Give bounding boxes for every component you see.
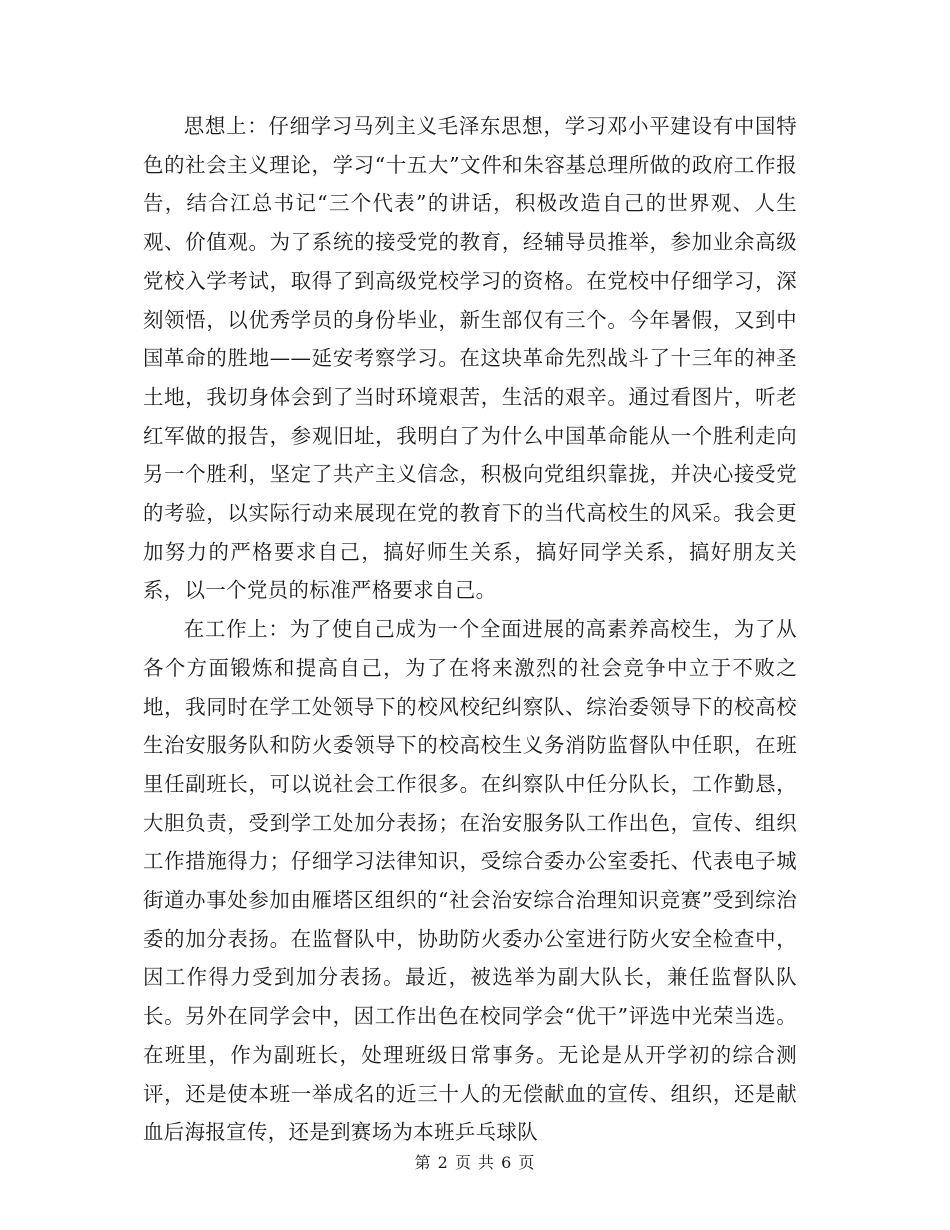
paragraph-ideology: 思想上：仔细学习马列主义毛泽东思想，学习邓小平建设有中国特色的社会主义理论，学习“十五大”文件和朱容基总理所做的政府工作报告，结合江总书记“三个代表”的讲话，积极改造自己的世界观、人生观、价值观。为了系统的接受党的教育，经辅导员推举，参加业余高级党校入学考试，取得了到高级党校学习的资格。在党校中仔细学习，深刻领悟，以优秀学员的身份毕业，新生部仅有三个。今年暑假，又到中国革命的胜地——延安考察学习。在这块革命先烈战斗了十三年的神圣土地，我切身体会到了当时环境艰苦，生活的艰辛。通过看图片，听老红军做的报告，参观旧址，我明白了为什么中国革命能从一个胜利走向另一个胜利，坚定了共产主义信念，积极向党组织靠拢，并决心接受党的考验，以实际行动来展现在党的教育下的当代高校生的风采。我会更加努力的严格要求自己，搞好师生关系，搞好同学关系，搞好朋友关系，以一个党员的标准严格要求自己。 [143, 114, 797, 603]
paragraph-work: 在工作上：为了使自己成为一个全面进展的高素养高校生，为了从各个方面锻炼和提高自己，为了在将来激烈的社会竞争中立于不败之地，我同时在学工处领导下的校风校纪纠察队、综治委领导下的校高校生治安服务队和防火委领导下的校高校生义务消防监督队中任职，在班里任副班长，可以说社会工作很多。在纠察队中任分队长，工作勤恳，大胆负责，受到学工处加分表扬；在治安服务队工作出色，宣传、组织工作措施得力；仔细学习法律知识，受综合委办公室委托、代表电子城街道办事处参加由雁塔区组织的“社会治安综合治理知识竞赛”受到综治委的加分表扬。在监督队中，协助防火委办公室进行防火安全检查中，因工作得力受到加分表扬。最近，被选举为副大队长，兼任监督队队长。另外在同学会中，因工作出色在校同学会“优干”评选中光荣当选。在班里，作为副班长，处理班级日常事务。无论是从开学初的综合测评，还是使本班一举成名的近三十人的无偿献血的宣传、组织，还是献血后海报宣传，还是到赛场为本班乒乓球队 [143, 617, 797, 1145]
page-number-footer: 第 2 页 共 6 页 [414, 1153, 536, 1172]
document-body [143, 107, 797, 1152]
